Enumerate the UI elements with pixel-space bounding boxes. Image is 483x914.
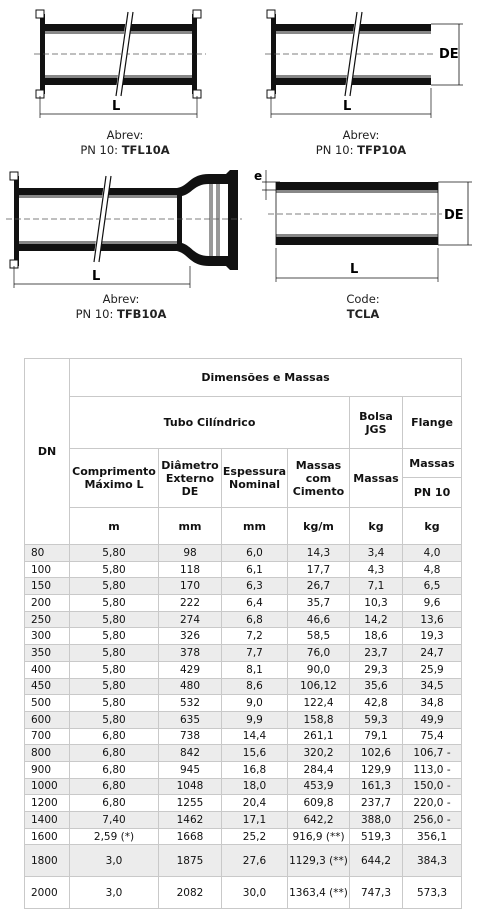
table-row bbox=[25, 812, 462, 829]
table-cell: 5,80 bbox=[70, 711, 159, 728]
table-cell: 18,0 bbox=[222, 778, 288, 795]
table-cell: 17,1 bbox=[222, 812, 288, 829]
table-cell: 79,1 bbox=[350, 728, 403, 745]
table-cell: 8,6 bbox=[222, 678, 288, 695]
abrev-label: Abrev: bbox=[106, 128, 144, 142]
table-cell: 9,0 bbox=[222, 695, 288, 712]
table-cell: 75,4 bbox=[403, 728, 462, 745]
table-cell: 6,80 bbox=[70, 761, 159, 778]
dn-cell: 500 bbox=[25, 695, 70, 712]
table-cell: 20,4 bbox=[222, 795, 288, 812]
table-row bbox=[25, 611, 462, 628]
unit-cell: mm bbox=[222, 508, 288, 545]
table-row bbox=[25, 745, 462, 762]
unit-cell: mm bbox=[159, 508, 222, 545]
table-cell: 14,4 bbox=[222, 728, 288, 745]
table-cell: 6,5 bbox=[403, 578, 462, 595]
dn-cell: 1600 bbox=[25, 828, 70, 845]
table-cell: 6,1 bbox=[222, 561, 288, 578]
table-cell: 453,9 bbox=[288, 778, 350, 795]
table-cell: 7,7 bbox=[222, 645, 288, 662]
dn-cell: 800 bbox=[25, 745, 70, 762]
table-cell: 16,8 bbox=[222, 761, 288, 778]
table-cell: 6,4 bbox=[222, 595, 288, 612]
table-cell: 10,3 bbox=[350, 595, 403, 612]
code-label: Code: bbox=[346, 292, 380, 306]
table-cell: 122,4 bbox=[288, 695, 350, 712]
table-cell: 102,6 bbox=[350, 745, 403, 762]
col-massas-cimento: Massas com Cimento bbox=[288, 449, 350, 508]
table-cell: 98 bbox=[159, 545, 222, 562]
table-cell: 23,7 bbox=[350, 645, 403, 662]
dn-cell: 250 bbox=[25, 611, 70, 628]
flange-header: Flange bbox=[403, 397, 462, 449]
table-cell: 4,0 bbox=[403, 545, 462, 562]
abrev-label: Abrev: bbox=[102, 292, 140, 306]
table-cell: 118 bbox=[159, 561, 222, 578]
table-cell: 14,3 bbox=[288, 545, 350, 562]
table-cell: 5,80 bbox=[70, 661, 159, 678]
table-cell: 30,0 bbox=[222, 877, 288, 909]
col-massas-flange: Massas bbox=[403, 449, 462, 478]
table-cell: 150,0 - bbox=[403, 778, 462, 795]
table-cell: 9,6 bbox=[403, 595, 462, 612]
table-cell: 1462 bbox=[159, 812, 222, 829]
dn-cell: 150 bbox=[25, 578, 70, 595]
length-label: L bbox=[92, 269, 101, 284]
table-cell: 1363,4 (**) bbox=[288, 877, 350, 909]
table-cell: 25,2 bbox=[222, 828, 288, 845]
pipe-drawing-tfl10a bbox=[30, 6, 220, 126]
tubo-header: Tubo Cilíndrico bbox=[70, 397, 350, 449]
table-row bbox=[25, 828, 462, 845]
dn-cell: 350 bbox=[25, 645, 70, 662]
pn-label: PN 10: bbox=[75, 307, 114, 321]
table-row bbox=[25, 761, 462, 778]
col-massas-bolsa: Massas bbox=[350, 449, 403, 508]
table-cell: 6,80 bbox=[70, 778, 159, 795]
table-cell: 18,6 bbox=[350, 628, 403, 645]
table-cell: 573,3 bbox=[403, 877, 462, 909]
table-cell: 5,80 bbox=[70, 595, 159, 612]
table-row bbox=[25, 595, 462, 612]
table-row bbox=[25, 561, 462, 578]
unit-cell: kg bbox=[350, 508, 403, 545]
table-cell: 5,80 bbox=[70, 578, 159, 595]
de-label: DE bbox=[444, 208, 464, 223]
table-cell: 480 bbox=[159, 678, 222, 695]
pipe-drawing-tcla bbox=[250, 160, 475, 290]
table-cell: 378 bbox=[159, 645, 222, 662]
dn-cell: 600 bbox=[25, 711, 70, 728]
table-cell: 129,9 bbox=[350, 761, 403, 778]
table-cell: 42,8 bbox=[350, 695, 403, 712]
table-row bbox=[25, 578, 462, 595]
table-cell: 113,0 - bbox=[403, 761, 462, 778]
dn-header: DN bbox=[25, 359, 70, 545]
table-cell: 27,6 bbox=[222, 845, 288, 877]
dimensions-table bbox=[24, 358, 462, 909]
table-row bbox=[25, 695, 462, 712]
table-row bbox=[25, 845, 462, 877]
product-code: TFL10A bbox=[121, 143, 170, 157]
dn-cell: 100 bbox=[25, 561, 70, 578]
table-cell: 46,6 bbox=[288, 611, 350, 628]
table-cell: 1129,3 (**) bbox=[288, 845, 350, 877]
table-cell: 3,0 bbox=[70, 877, 159, 909]
table-cell: 916,9 (**) bbox=[288, 828, 350, 845]
table-cell: 635 bbox=[159, 711, 222, 728]
table-cell: 6,80 bbox=[70, 795, 159, 812]
table-cell: 945 bbox=[159, 761, 222, 778]
dn-cell: 300 bbox=[25, 628, 70, 645]
col-comprimento: Comprimento Máximo L bbox=[70, 449, 159, 508]
table-cell: 29,3 bbox=[350, 661, 403, 678]
table-cell: 170 bbox=[159, 578, 222, 595]
table-cell: 15,6 bbox=[222, 745, 288, 762]
table-cell: 59,3 bbox=[350, 711, 403, 728]
length-label: L bbox=[350, 262, 359, 277]
table-cell: 237,7 bbox=[350, 795, 403, 812]
table-cell: 5,80 bbox=[70, 561, 159, 578]
table-cell: 158,8 bbox=[288, 711, 350, 728]
table-cell: 1048 bbox=[159, 778, 222, 795]
unit-cell: m bbox=[70, 508, 159, 545]
table-cell: 106,12 bbox=[288, 678, 350, 695]
col-pn: PN 10 bbox=[403, 478, 462, 508]
table-cell: 274 bbox=[159, 611, 222, 628]
table-cell: 2,59 (*) bbox=[70, 828, 159, 845]
table-cell: 320,2 bbox=[288, 745, 350, 762]
table-cell: 4,8 bbox=[403, 561, 462, 578]
caption-tcla bbox=[298, 292, 428, 322]
table-cell: 5,80 bbox=[70, 628, 159, 645]
dn-cell: 80 bbox=[25, 545, 70, 562]
table-cell: 1668 bbox=[159, 828, 222, 845]
table-cell: 356,1 bbox=[403, 828, 462, 845]
dn-cell: 200 bbox=[25, 595, 70, 612]
product-code: TFB10A bbox=[116, 307, 167, 321]
table-cell: 35,7 bbox=[288, 595, 350, 612]
dn-cell: 700 bbox=[25, 728, 70, 745]
de-label: DE bbox=[439, 47, 459, 62]
length-label: L bbox=[112, 99, 121, 114]
table-cell: 2082 bbox=[159, 877, 222, 909]
table-cell: 326 bbox=[159, 628, 222, 645]
table-cell: 609,8 bbox=[288, 795, 350, 812]
table-cell: 738 bbox=[159, 728, 222, 745]
group-header: Dimensões e Massas bbox=[70, 359, 462, 397]
dn-cell: 1000 bbox=[25, 778, 70, 795]
pn-label: PN 10: bbox=[315, 143, 354, 157]
table-cell: 6,80 bbox=[70, 745, 159, 762]
table-cell: 5,80 bbox=[70, 545, 159, 562]
table-cell: 1255 bbox=[159, 795, 222, 812]
table-row bbox=[25, 877, 462, 909]
unit-cell: kg/m bbox=[288, 508, 350, 545]
table-cell: 6,8 bbox=[222, 611, 288, 628]
table-cell: 1875 bbox=[159, 845, 222, 877]
table-cell: 7,40 bbox=[70, 812, 159, 829]
table-cell: 4,3 bbox=[350, 561, 403, 578]
pn-label: PN 10: bbox=[80, 143, 119, 157]
table-cell: 747,3 bbox=[350, 877, 403, 909]
table-cell: 35,6 bbox=[350, 678, 403, 695]
table-cell: 6,80 bbox=[70, 728, 159, 745]
table-cell: 532 bbox=[159, 695, 222, 712]
table-cell: 220,0 - bbox=[403, 795, 462, 812]
caption-tfp10a bbox=[296, 128, 426, 158]
table-cell: 6,3 bbox=[222, 578, 288, 595]
table-cell: 7,1 bbox=[350, 578, 403, 595]
unit-cell: kg bbox=[403, 508, 462, 545]
col-espessura: Espessura Nominal bbox=[222, 449, 288, 508]
table-cell: 5,80 bbox=[70, 678, 159, 695]
dn-cell: 900 bbox=[25, 761, 70, 778]
table-cell: 429 bbox=[159, 661, 222, 678]
table-cell: 24,7 bbox=[403, 645, 462, 662]
table-cell: 34,5 bbox=[403, 678, 462, 695]
table-cell: 58,5 bbox=[288, 628, 350, 645]
table-cell: 19,3 bbox=[403, 628, 462, 645]
col-diametro: Diâmetro Externo DE bbox=[159, 449, 222, 508]
table-cell: 842 bbox=[159, 745, 222, 762]
abrev-label: Abrev: bbox=[342, 128, 380, 142]
table-cell: 519,3 bbox=[350, 828, 403, 845]
table-cell: 222 bbox=[159, 595, 222, 612]
table-cell: 384,3 bbox=[403, 845, 462, 877]
table-cell: 3,0 bbox=[70, 845, 159, 877]
table-cell: 6,0 bbox=[222, 545, 288, 562]
table-row bbox=[25, 728, 462, 745]
table-row bbox=[25, 711, 462, 728]
table-cell: 644,2 bbox=[350, 845, 403, 877]
caption-tfb10a bbox=[56, 292, 186, 322]
table-cell: 9,9 bbox=[222, 711, 288, 728]
table-cell: 261,1 bbox=[288, 728, 350, 745]
bolsa-header: Bolsa JGS bbox=[350, 397, 403, 449]
table-cell: 49,9 bbox=[403, 711, 462, 728]
table-cell: 34,8 bbox=[403, 695, 462, 712]
table-row bbox=[25, 628, 462, 645]
table-cell: 106,7 - bbox=[403, 745, 462, 762]
dn-cell: 1400 bbox=[25, 812, 70, 829]
dn-cell: 1800 bbox=[25, 845, 70, 877]
product-code: TFP10A bbox=[357, 143, 407, 157]
pipe-drawing-tfb10a bbox=[4, 166, 244, 290]
table-cell: 5,80 bbox=[70, 695, 159, 712]
table-cell: 13,6 bbox=[403, 611, 462, 628]
dn-cell: 1200 bbox=[25, 795, 70, 812]
dn-cell: 400 bbox=[25, 661, 70, 678]
table-row bbox=[25, 678, 462, 695]
table-cell: 17,7 bbox=[288, 561, 350, 578]
table-cell: 25,9 bbox=[403, 661, 462, 678]
table-cell: 642,2 bbox=[288, 812, 350, 829]
caption-tfl10a bbox=[60, 128, 190, 158]
table-cell: 161,3 bbox=[350, 778, 403, 795]
table-cell: 14,2 bbox=[350, 611, 403, 628]
table-cell: 256,0 - bbox=[403, 812, 462, 829]
pipe-drawing-tfp10a bbox=[263, 6, 473, 126]
table-cell: 7,2 bbox=[222, 628, 288, 645]
table-cell: 26,7 bbox=[288, 578, 350, 595]
table-row bbox=[25, 778, 462, 795]
table-cell: 5,80 bbox=[70, 611, 159, 628]
table-cell: 388,0 bbox=[350, 812, 403, 829]
table-row bbox=[25, 545, 462, 562]
dn-cell: 450 bbox=[25, 678, 70, 695]
table-row bbox=[25, 795, 462, 812]
table-cell: 8,1 bbox=[222, 661, 288, 678]
table-cell: 3,4 bbox=[350, 545, 403, 562]
length-label: L bbox=[343, 99, 352, 114]
product-code: TCLA bbox=[346, 307, 380, 321]
table-cell: 5,80 bbox=[70, 645, 159, 662]
e-label: e bbox=[254, 169, 263, 183]
table-row bbox=[25, 645, 462, 662]
table-cell: 284,4 bbox=[288, 761, 350, 778]
table-cell: 76,0 bbox=[288, 645, 350, 662]
dn-cell: 2000 bbox=[25, 877, 70, 909]
table-cell: 90,0 bbox=[288, 661, 350, 678]
table-row bbox=[25, 661, 462, 678]
